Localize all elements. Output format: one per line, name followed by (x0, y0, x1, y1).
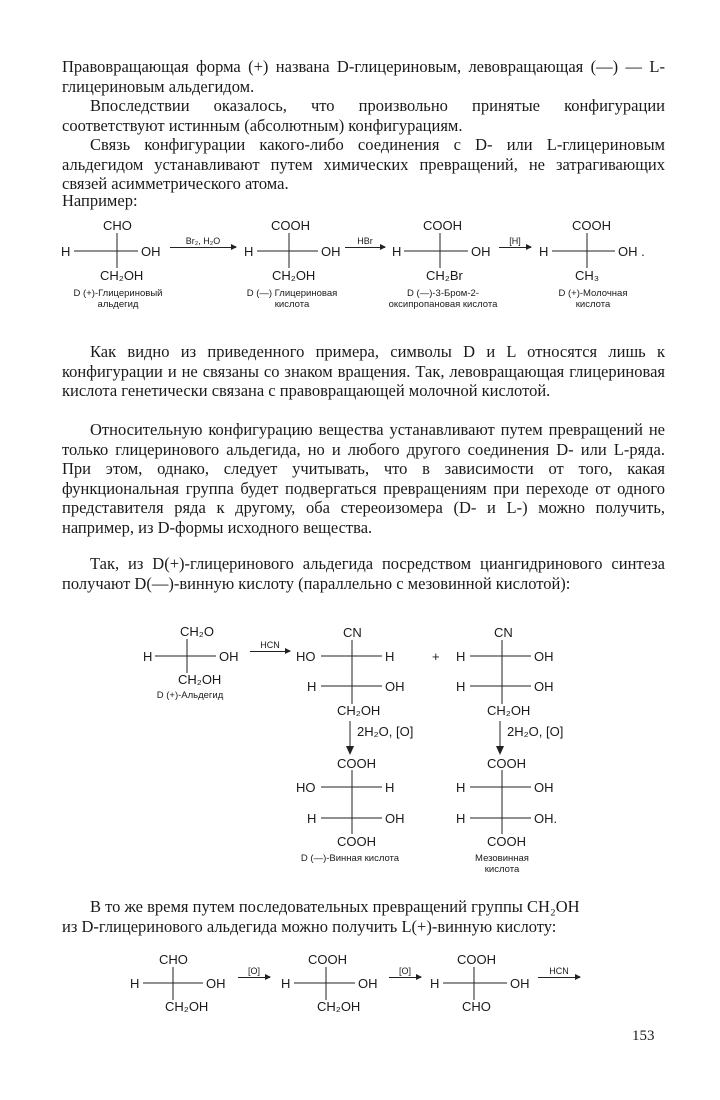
s2-c1-r2-right: OH (385, 679, 405, 694)
s3-arrow-1 (238, 966, 270, 978)
m1-right: OH (141, 244, 161, 259)
s3-m3-right: OH (510, 976, 530, 991)
arrow-2-label: HBr (357, 236, 373, 246)
s3-arrow-1-shaft (238, 977, 270, 978)
s2-t1-caption: D (—)-Винная кислота (300, 853, 400, 864)
s3-arrow-3 (538, 966, 580, 978)
m2-right: OH (321, 244, 341, 259)
m3-left: H (392, 244, 402, 259)
s2-t1-bottom: COOH (337, 834, 376, 849)
paragraph-4: Как видно из приведенного примера, символы D и L относятся лишь к конфигурации и не связаны со знаком вращения. Так, левовращающая глицериновая кислота генетически связана с правовращающей молочной кислотой. (62, 342, 665, 401)
s2-t2-r1-right: OH (534, 780, 554, 795)
s2-c1-r1-left: HO (296, 649, 316, 664)
arrow-1 (170, 236, 236, 248)
s2-c1-bottom: CH₂OH (337, 703, 381, 718)
s2-c1-r2-left: H (307, 679, 317, 694)
arrow-3-shaft (499, 247, 531, 248)
m4-top: COOH (572, 218, 611, 233)
s2-c1-r1-right: H (385, 649, 395, 664)
s3-m2-right: OH (358, 976, 378, 991)
m4-caption: D (+)-Молочная кислота (558, 288, 628, 310)
m3-right: OH (471, 244, 491, 259)
s2-c2-top: CN (494, 625, 513, 640)
s2-step-2: 2H₂O, [O] (507, 724, 564, 739)
s3-m3-top: COOH (457, 952, 496, 967)
s3-arrow-2 (389, 966, 421, 978)
s3-m2-left: H (281, 976, 291, 991)
s2-t2-top: COOH (487, 756, 526, 771)
s2-arrow-label: HCN (260, 640, 280, 650)
s2-t2-r2-right: OH. (534, 811, 558, 826)
page-number: 153 (632, 1028, 655, 1044)
m3-caption: D (—)-3-Бром-2-оксипропановая кислота (388, 288, 498, 310)
s2-t1-r1-right: H (385, 780, 395, 795)
s3-arrow-1-label: [O] (247, 966, 260, 976)
s2-c1-top: CN (343, 625, 362, 640)
m4-right: OH . (618, 244, 645, 259)
m2-caption: D (—) Глицериновая кислота (246, 288, 338, 310)
s3-m1-bottom: CH₂OH (165, 999, 209, 1014)
s2-step-1: 2H₂O, [O] (357, 724, 414, 739)
m3-top: COOH (423, 218, 462, 233)
paragraph-6: Так, из D(+)-глицеринового альдегида посредством циангидринового синтеза получают D(—)-винную кислоту (параллельно с мезовинной кислотой): (62, 554, 665, 593)
s2-t2-r1-left: H (456, 780, 466, 795)
example-label: Например: (62, 191, 138, 210)
arrow-3 (499, 236, 531, 248)
s3-arrow-3-shaft (538, 977, 580, 978)
m1-left: H (61, 244, 71, 259)
m2-top: COOH (271, 218, 310, 233)
paragraph-2: Впоследствии оказалось, что произвольно принятые конфигурации соответствуют истинным (абсолютным) конфигурациям. (62, 96, 665, 135)
s2-arrow-shaft (250, 651, 290, 652)
m2-left: H (244, 244, 254, 259)
s3-m3-left: H (430, 976, 440, 991)
s2-start-caption: D (+)-Альдегид (156, 690, 224, 701)
s2-plus: + (432, 649, 440, 664)
m3-bottom: CH₂Br (426, 268, 463, 283)
paragraph-7-line-1: В то же время путем последовательных превращений группы CH₂OH (90, 897, 580, 916)
paragraph-1: Правовращающая форма (+) названа D-глицериновым, левовращающая (—) — L-глицериновым альдегидом. (62, 57, 665, 96)
s2-c2-r1-right: OH (534, 649, 554, 664)
s2-t1-top: COOH (337, 756, 376, 771)
s3-arrow-2-shaft (389, 977, 421, 978)
paragraph-5: Относительную конфигурацию вещества устанавливают путем превращений не только глицеринового альдегида, но и любого другого соединения D- или L-ряда. При этом, однако, следует учитывать, что в зависимости от того, какая функциональная группа будет подвергаться превращениям при переходе от одного представителя ряда к другому, оба стереоизомера (D- и L-) можно получить, например, из D-формы исходного вещества. (62, 420, 665, 537)
m2-bottom: CH₂OH (272, 268, 316, 283)
arrow-1-shaft (170, 247, 236, 248)
s2-t2-caption: Мезовинная кислота (475, 853, 529, 875)
s2-start-top: CH₂O (180, 624, 214, 639)
s2-c2-r2-right: OH (534, 679, 554, 694)
m4-left: H (539, 244, 549, 259)
s2-t1-r2-right: OH (385, 811, 405, 826)
m1-top: CHO (103, 218, 132, 233)
s2-start-right: OH (219, 649, 239, 664)
s3-m1-left: H (130, 976, 140, 991)
s3-arrow-2-label: [O] (398, 966, 411, 976)
s3-m1-right: OH (206, 976, 226, 991)
m4-bottom: CH₃ (575, 268, 600, 283)
arrow-2 (345, 236, 385, 248)
s3-m1-top: CHO (159, 952, 188, 967)
paragraph-7-line-2: из D-глицеринового альдегида можно получить L(+)-винную кислоту: (62, 917, 557, 936)
s3-m2-top: COOH (308, 952, 347, 967)
s2-t2-bottom: COOH (487, 834, 526, 849)
s2-c2-r2-left: H (456, 679, 466, 694)
s3-arrow-3-label: HCN (549, 966, 569, 976)
s2-t1-r2-left: H (307, 811, 317, 826)
paragraph-3: Связь конфигурации какого-либо соединения с D- или L-глицериновым альдегидом устанавливают путем химических превращений, не затрагивающих связей асимметрического атома. (62, 135, 665, 194)
arrow-2-shaft (345, 247, 385, 248)
s2-t2-r2-left: H (456, 811, 466, 826)
arrow-1-label: Br₂, H₂O (185, 236, 221, 246)
s2-c2-bottom: CH₂OH (487, 703, 531, 718)
arrow-3-label: [H] (509, 236, 521, 246)
s2-start-bottom: CH₂OH (178, 672, 222, 687)
s2-arrow (250, 640, 290, 652)
m1-caption: D (+)-Глицериновый альдегид (73, 288, 163, 310)
s2-c2-r1-left: H (456, 649, 466, 664)
s2-start-left: H (143, 649, 153, 664)
s3-m3-bottom: CHO (462, 999, 491, 1014)
s3-m2-bottom: CH₂OH (317, 999, 361, 1014)
m1-bottom: CH₂OH (100, 268, 144, 283)
s2-t1-r1-left: HO (296, 780, 316, 795)
